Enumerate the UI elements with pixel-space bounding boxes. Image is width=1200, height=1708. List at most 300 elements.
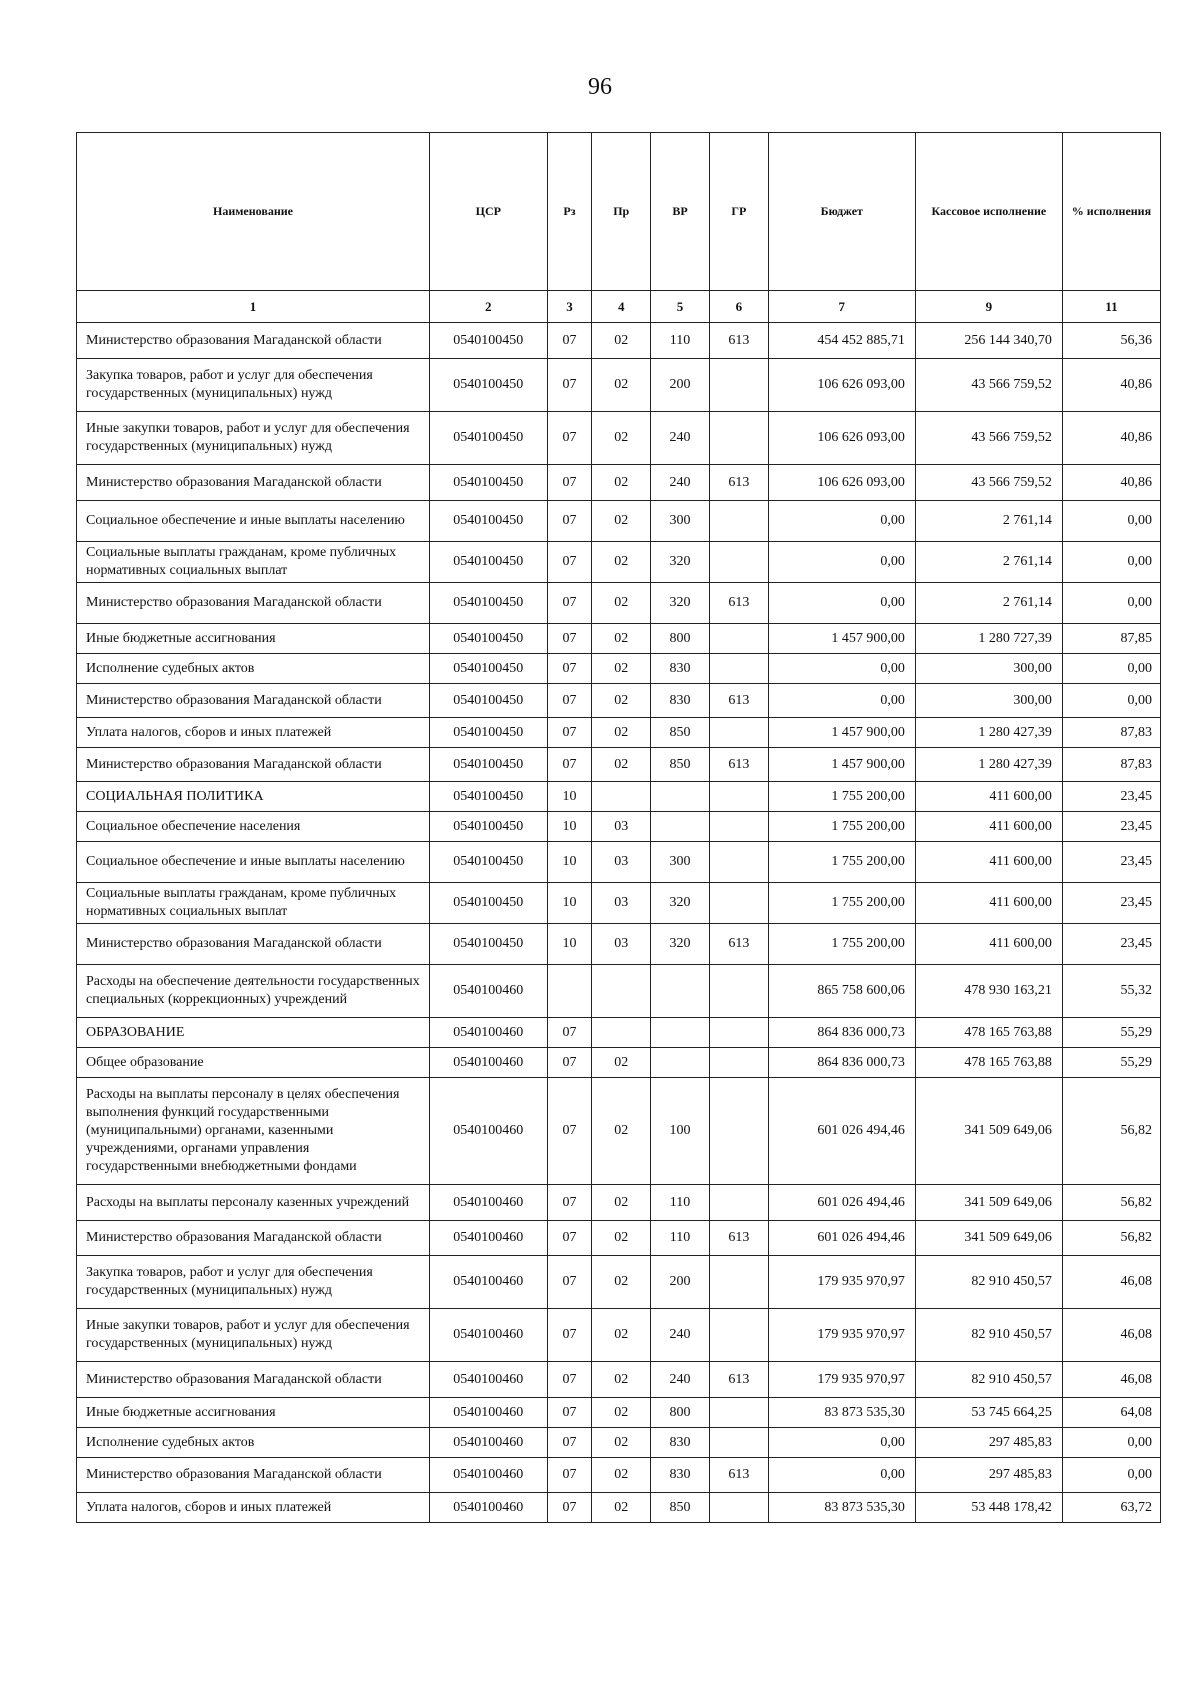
row-rz: 07: [547, 1458, 592, 1493]
row-pr: 02: [592, 412, 651, 465]
row-budget: 601 026 494,46: [768, 1078, 915, 1185]
row-percent-execution: 23,45: [1062, 883, 1160, 924]
row-budget: 83 873 535,30: [768, 1493, 915, 1523]
row-vr: 300: [651, 501, 710, 542]
row-name: Социальное обеспечение и иные выплаты населению: [77, 501, 430, 542]
header-budget: Бюджет: [768, 133, 915, 291]
row-budget: 1 755 200,00: [768, 842, 915, 883]
row-cash-execution: 341 509 649,06: [915, 1221, 1062, 1256]
row-budget: 1 755 200,00: [768, 924, 915, 965]
row-budget: 0,00: [768, 501, 915, 542]
row-gr: 613: [709, 465, 768, 501]
row-rz: 07: [547, 1018, 592, 1048]
row-gr: 613: [709, 1458, 768, 1493]
row-pr: 02: [592, 501, 651, 542]
row-budget: 106 626 093,00: [768, 412, 915, 465]
row-rz: 07: [547, 1493, 592, 1523]
row-percent-execution: 87,83: [1062, 748, 1160, 782]
row-gr: [709, 654, 768, 684]
table-row: [77, 1309, 1161, 1362]
row-csr: 0540100460: [429, 1078, 547, 1185]
table-row: [77, 782, 1161, 812]
row-csr: 0540100450: [429, 359, 547, 412]
row-vr: 200: [651, 1256, 710, 1309]
row-cash-execution: 82 910 450,57: [915, 1309, 1062, 1362]
row-budget: 1 755 200,00: [768, 782, 915, 812]
table-row: [77, 501, 1161, 542]
row-cash-execution: 411 600,00: [915, 782, 1062, 812]
row-csr: 0540100450: [429, 624, 547, 654]
row-gr: [709, 1185, 768, 1221]
row-cash-execution: 1 280 727,39: [915, 624, 1062, 654]
row-csr: 0540100450: [429, 323, 547, 359]
row-csr: 0540100460: [429, 1221, 547, 1256]
row-budget: 0,00: [768, 1458, 915, 1493]
row-budget: 601 026 494,46: [768, 1221, 915, 1256]
row-cash-execution: 43 566 759,52: [915, 359, 1062, 412]
table-row: [77, 1221, 1161, 1256]
table-row: [77, 624, 1161, 654]
row-rz: 07: [547, 1078, 592, 1185]
row-percent-execution: 56,82: [1062, 1221, 1160, 1256]
row-pr: 02: [592, 684, 651, 718]
row-csr: 0540100450: [429, 924, 547, 965]
row-csr: 0540100460: [429, 1428, 547, 1458]
row-pr: 02: [592, 718, 651, 748]
row-rz: 07: [547, 1221, 592, 1256]
row-budget: 864 836 000,73: [768, 1018, 915, 1048]
row-name: СОЦИАЛЬНАЯ ПОЛИТИКА: [77, 782, 430, 812]
row-cash-execution: 2 761,14: [915, 501, 1062, 542]
row-name: Социальные выплаты гражданам, кроме публичных нормативных социальных выплат: [77, 883, 430, 924]
row-rz: 07: [547, 1185, 592, 1221]
table-row: [77, 965, 1161, 1018]
row-gr: [709, 718, 768, 748]
row-gr: [709, 501, 768, 542]
row-pr: 02: [592, 359, 651, 412]
row-cash-execution: 411 600,00: [915, 842, 1062, 883]
header-percent-execution: % исполнения: [1062, 133, 1160, 291]
row-csr: 0540100450: [429, 412, 547, 465]
row-csr: 0540100450: [429, 684, 547, 718]
header-vr: ВР: [651, 133, 710, 291]
row-gr: [709, 1309, 768, 1362]
row-vr: 320: [651, 924, 710, 965]
row-csr: 0540100450: [429, 583, 547, 624]
row-cash-execution: 478 165 763,88: [915, 1048, 1062, 1078]
row-csr: 0540100460: [429, 1398, 547, 1428]
row-name: Иные закупки товаров, работ и услуг для обеспечения государственных (муниципальных) нужд: [77, 1309, 430, 1362]
row-rz: 07: [547, 718, 592, 748]
row-rz: 07: [547, 684, 592, 718]
row-csr: 0540100460: [429, 1018, 547, 1048]
row-percent-execution: 40,86: [1062, 465, 1160, 501]
row-vr: [651, 812, 710, 842]
row-vr: 850: [651, 718, 710, 748]
row-pr: 02: [592, 748, 651, 782]
row-rz: 07: [547, 465, 592, 501]
row-name: Социальные выплаты гражданам, кроме публичных нормативных социальных выплат: [77, 542, 430, 583]
table-row: [77, 812, 1161, 842]
row-vr: 800: [651, 624, 710, 654]
row-vr: 240: [651, 465, 710, 501]
row-name: Расходы на обеспечение деятельности государственных специальных (коррекционных) учреждений: [77, 965, 430, 1018]
row-csr: 0540100460: [429, 965, 547, 1018]
row-gr: [709, 359, 768, 412]
table-row: [77, 718, 1161, 748]
row-pr: 02: [592, 1309, 651, 1362]
row-cash-execution: 53 448 178,42: [915, 1493, 1062, 1523]
row-csr: 0540100460: [429, 1256, 547, 1309]
row-name: Министерство образования Магаданской области: [77, 924, 430, 965]
table-row: [77, 1048, 1161, 1078]
row-rz: 07: [547, 1398, 592, 1428]
row-name: Министерство образования Магаданской области: [77, 684, 430, 718]
row-budget: 0,00: [768, 542, 915, 583]
row-name: Исполнение судебных актов: [77, 654, 430, 684]
header-csr: ЦСР: [429, 133, 547, 291]
row-pr: 02: [592, 1458, 651, 1493]
row-rz: 07: [547, 501, 592, 542]
row-name: Иные бюджетные ассигнования: [77, 624, 430, 654]
column-number: 2: [429, 291, 547, 323]
row-budget: 106 626 093,00: [768, 359, 915, 412]
table-row: [77, 1256, 1161, 1309]
row-csr: 0540100450: [429, 883, 547, 924]
row-name: Исполнение судебных актов: [77, 1428, 430, 1458]
row-gr: 613: [709, 583, 768, 624]
row-cash-execution: 256 144 340,70: [915, 323, 1062, 359]
row-vr: 800: [651, 1398, 710, 1428]
row-percent-execution: 56,82: [1062, 1185, 1160, 1221]
row-cash-execution: 2 761,14: [915, 542, 1062, 583]
row-budget: 0,00: [768, 684, 915, 718]
row-pr: 02: [592, 323, 651, 359]
row-name: Социальное обеспечение и иные выплаты населению: [77, 842, 430, 883]
row-pr: [592, 782, 651, 812]
table-row: [77, 684, 1161, 718]
row-vr: 110: [651, 323, 710, 359]
column-number: 5: [651, 291, 710, 323]
row-vr: 110: [651, 1185, 710, 1221]
header-name: Наименование: [77, 133, 430, 291]
row-pr: 03: [592, 842, 651, 883]
row-cash-execution: 1 280 427,39: [915, 748, 1062, 782]
row-vr: [651, 782, 710, 812]
row-pr: 02: [592, 1221, 651, 1256]
row-budget: 1 457 900,00: [768, 624, 915, 654]
row-rz: 10: [547, 812, 592, 842]
row-percent-execution: 87,83: [1062, 718, 1160, 748]
row-rz: [547, 965, 592, 1018]
row-name: Министерство образования Магаданской области: [77, 1458, 430, 1493]
row-rz: 10: [547, 782, 592, 812]
row-budget: 454 452 885,71: [768, 323, 915, 359]
row-gr: 613: [709, 1362, 768, 1398]
row-csr: 0540100460: [429, 1309, 547, 1362]
row-csr: 0540100450: [429, 782, 547, 812]
row-cash-execution: 1 280 427,39: [915, 718, 1062, 748]
row-name: Министерство образования Магаданской области: [77, 323, 430, 359]
row-rz: 10: [547, 842, 592, 883]
row-rz: 07: [547, 412, 592, 465]
row-pr: 03: [592, 924, 651, 965]
row-cash-execution: 341 509 649,06: [915, 1185, 1062, 1221]
row-pr: 02: [592, 1398, 651, 1428]
row-csr: 0540100450: [429, 748, 547, 782]
row-name: Иные бюджетные ассигнования: [77, 1398, 430, 1428]
row-cash-execution: 297 485,83: [915, 1428, 1062, 1458]
row-percent-execution: 0,00: [1062, 654, 1160, 684]
row-gr: [709, 842, 768, 883]
row-csr: 0540100460: [429, 1048, 547, 1078]
row-cash-execution: 2 761,14: [915, 583, 1062, 624]
row-percent-execution: 46,08: [1062, 1309, 1160, 1362]
row-vr: 830: [651, 684, 710, 718]
row-vr: [651, 965, 710, 1018]
column-number-row: [77, 291, 1161, 323]
row-pr: 02: [592, 1428, 651, 1458]
row-name: Уплата налогов, сборов и иных платежей: [77, 718, 430, 748]
row-name: Закупка товаров, работ и услуг для обеспечения государственных (муниципальных) нужд: [77, 1256, 430, 1309]
row-budget: 865 758 600,06: [768, 965, 915, 1018]
row-rz: 07: [547, 583, 592, 624]
column-number: 7: [768, 291, 915, 323]
row-percent-execution: 63,72: [1062, 1493, 1160, 1523]
row-percent-execution: 46,08: [1062, 1256, 1160, 1309]
row-vr: [651, 1048, 710, 1078]
row-vr: [651, 1018, 710, 1048]
row-budget: 0,00: [768, 654, 915, 684]
table-header-row: [77, 133, 1161, 291]
row-pr: 02: [592, 465, 651, 501]
row-percent-execution: 0,00: [1062, 501, 1160, 542]
row-percent-execution: 55,29: [1062, 1048, 1160, 1078]
row-cash-execution: 82 910 450,57: [915, 1362, 1062, 1398]
table-row: [77, 1018, 1161, 1048]
row-percent-execution: 56,82: [1062, 1078, 1160, 1185]
row-pr: [592, 965, 651, 1018]
row-percent-execution: 0,00: [1062, 542, 1160, 583]
header-rz: Рз: [547, 133, 592, 291]
row-percent-execution: 55,32: [1062, 965, 1160, 1018]
row-name: Расходы на выплаты персоналу казенных учреждений: [77, 1185, 430, 1221]
column-number: 11: [1062, 291, 1160, 323]
row-vr: 200: [651, 359, 710, 412]
row-rz: 07: [547, 1256, 592, 1309]
table-row: [77, 842, 1161, 883]
row-pr: 02: [592, 1362, 651, 1398]
row-name: Министерство образования Магаданской области: [77, 583, 430, 624]
row-gr: [709, 1256, 768, 1309]
column-number: 3: [547, 291, 592, 323]
row-name: Министерство образования Магаданской области: [77, 465, 430, 501]
row-percent-execution: 55,29: [1062, 1018, 1160, 1048]
row-gr: [709, 624, 768, 654]
row-budget: 83 873 535,30: [768, 1398, 915, 1428]
row-name: Общее образование: [77, 1048, 430, 1078]
row-gr: [709, 812, 768, 842]
row-vr: 830: [651, 1428, 710, 1458]
row-pr: 02: [592, 1048, 651, 1078]
column-number: 4: [592, 291, 651, 323]
table-row: [77, 883, 1161, 924]
row-pr: 02: [592, 542, 651, 583]
row-pr: 02: [592, 583, 651, 624]
row-percent-execution: 40,86: [1062, 359, 1160, 412]
table-row: [77, 1185, 1161, 1221]
row-csr: 0540100450: [429, 812, 547, 842]
row-vr: 850: [651, 748, 710, 782]
row-gr: [709, 1048, 768, 1078]
row-cash-execution: 82 910 450,57: [915, 1256, 1062, 1309]
row-vr: 240: [651, 1362, 710, 1398]
row-gr: [709, 1428, 768, 1458]
row-rz: 10: [547, 883, 592, 924]
table-row: [77, 748, 1161, 782]
row-csr: 0540100450: [429, 465, 547, 501]
row-pr: 02: [592, 624, 651, 654]
row-percent-execution: 56,36: [1062, 323, 1160, 359]
row-cash-execution: 43 566 759,52: [915, 412, 1062, 465]
row-gr: [709, 1398, 768, 1428]
row-rz: 07: [547, 748, 592, 782]
row-percent-execution: 0,00: [1062, 1458, 1160, 1493]
row-cash-execution: 341 509 649,06: [915, 1078, 1062, 1185]
row-rz: 10: [547, 924, 592, 965]
budget-execution-table: [76, 132, 1161, 1523]
row-cash-execution: 43 566 759,52: [915, 465, 1062, 501]
row-budget: 179 935 970,97: [768, 1256, 915, 1309]
row-name: ОБРАЗОВАНИЕ: [77, 1018, 430, 1048]
row-csr: 0540100460: [429, 1185, 547, 1221]
row-rz: 07: [547, 1309, 592, 1362]
row-budget: 0,00: [768, 583, 915, 624]
row-budget: 1 457 900,00: [768, 748, 915, 782]
row-budget: 0,00: [768, 1428, 915, 1458]
row-budget: 179 935 970,97: [768, 1309, 915, 1362]
row-cash-execution: 411 600,00: [915, 883, 1062, 924]
row-name: Министерство образования Магаданской области: [77, 1362, 430, 1398]
table-row: [77, 1362, 1161, 1398]
table-row: [77, 542, 1161, 583]
table-row: [77, 654, 1161, 684]
row-percent-execution: 0,00: [1062, 1428, 1160, 1458]
row-name: Расходы на выплаты персоналу в целях обеспечения выполнения функций государственными (муниципальными) органами, казенными учреждениями, органами управления государственными внебюджетными фондами: [77, 1078, 430, 1185]
row-percent-execution: 23,45: [1062, 924, 1160, 965]
row-gr: [709, 1493, 768, 1523]
row-gr: [709, 883, 768, 924]
header-gr: ГР: [709, 133, 768, 291]
row-rz: 07: [547, 359, 592, 412]
row-pr: 02: [592, 1256, 651, 1309]
row-percent-execution: 23,45: [1062, 812, 1160, 842]
row-pr: 02: [592, 1185, 651, 1221]
row-rz: 07: [547, 654, 592, 684]
row-csr: 0540100450: [429, 542, 547, 583]
table-row: [77, 412, 1161, 465]
row-name: Министерство образования Магаданской области: [77, 1221, 430, 1256]
row-gr: 613: [709, 684, 768, 718]
row-budget: 179 935 970,97: [768, 1362, 915, 1398]
row-percent-execution: 40,86: [1062, 412, 1160, 465]
row-vr: 320: [651, 542, 710, 583]
row-percent-execution: 64,08: [1062, 1398, 1160, 1428]
row-vr: 110: [651, 1221, 710, 1256]
row-rz: 07: [547, 323, 592, 359]
row-percent-execution: 87,85: [1062, 624, 1160, 654]
row-cash-execution: 478 165 763,88: [915, 1018, 1062, 1048]
row-cash-execution: 411 600,00: [915, 924, 1062, 965]
row-percent-execution: 0,00: [1062, 684, 1160, 718]
table-body: [77, 323, 1161, 1523]
column-number: 6: [709, 291, 768, 323]
row-rz: 07: [547, 1362, 592, 1398]
column-number: 1: [77, 291, 430, 323]
row-pr: 03: [592, 812, 651, 842]
row-cash-execution: 300,00: [915, 654, 1062, 684]
row-cash-execution: 411 600,00: [915, 812, 1062, 842]
row-csr: 0540100450: [429, 654, 547, 684]
row-budget: 106 626 093,00: [768, 465, 915, 501]
row-pr: 02: [592, 1078, 651, 1185]
row-budget: 1 755 200,00: [768, 812, 915, 842]
row-csr: 0540100460: [429, 1362, 547, 1398]
row-csr: 0540100450: [429, 501, 547, 542]
row-vr: 320: [651, 883, 710, 924]
row-budget: 864 836 000,73: [768, 1048, 915, 1078]
row-vr: 240: [651, 412, 710, 465]
table-row: [77, 323, 1161, 359]
row-gr: 613: [709, 924, 768, 965]
row-gr: [709, 412, 768, 465]
row-gr: 613: [709, 748, 768, 782]
row-percent-execution: 23,45: [1062, 782, 1160, 812]
row-budget: 1 457 900,00: [768, 718, 915, 748]
table-row: [77, 465, 1161, 501]
row-gr: 613: [709, 1221, 768, 1256]
row-csr: 0540100450: [429, 842, 547, 883]
row-gr: [709, 1018, 768, 1048]
row-name: Закупка товаров, работ и услуг для обеспечения государственных (муниципальных) нужд: [77, 359, 430, 412]
header-pr: Пр: [592, 133, 651, 291]
row-name: Социальное обеспечение населения: [77, 812, 430, 842]
row-name: Иные закупки товаров, работ и услуг для обеспечения государственных (муниципальных) нужд: [77, 412, 430, 465]
row-gr: [709, 965, 768, 1018]
row-csr: 0540100450: [429, 718, 547, 748]
row-pr: 03: [592, 883, 651, 924]
row-gr: [709, 1078, 768, 1185]
table-row: [77, 359, 1161, 412]
page-number: 96: [588, 74, 612, 100]
row-csr: 0540100460: [429, 1458, 547, 1493]
row-cash-execution: 478 930 163,21: [915, 965, 1062, 1018]
row-rz: 07: [547, 542, 592, 583]
row-rz: 07: [547, 1428, 592, 1458]
row-pr: 02: [592, 1493, 651, 1523]
column-number: 9: [915, 291, 1062, 323]
row-vr: 320: [651, 583, 710, 624]
table-row: [77, 1493, 1161, 1523]
row-name: Уплата налогов, сборов и иных платежей: [77, 1493, 430, 1523]
row-cash-execution: 53 745 664,25: [915, 1398, 1062, 1428]
header-cash-execution: Кассовое исполнение: [915, 133, 1062, 291]
row-pr: [592, 1018, 651, 1048]
row-gr: 613: [709, 323, 768, 359]
row-cash-execution: 300,00: [915, 684, 1062, 718]
row-vr: 100: [651, 1078, 710, 1185]
row-name: Министерство образования Магаданской области: [77, 748, 430, 782]
